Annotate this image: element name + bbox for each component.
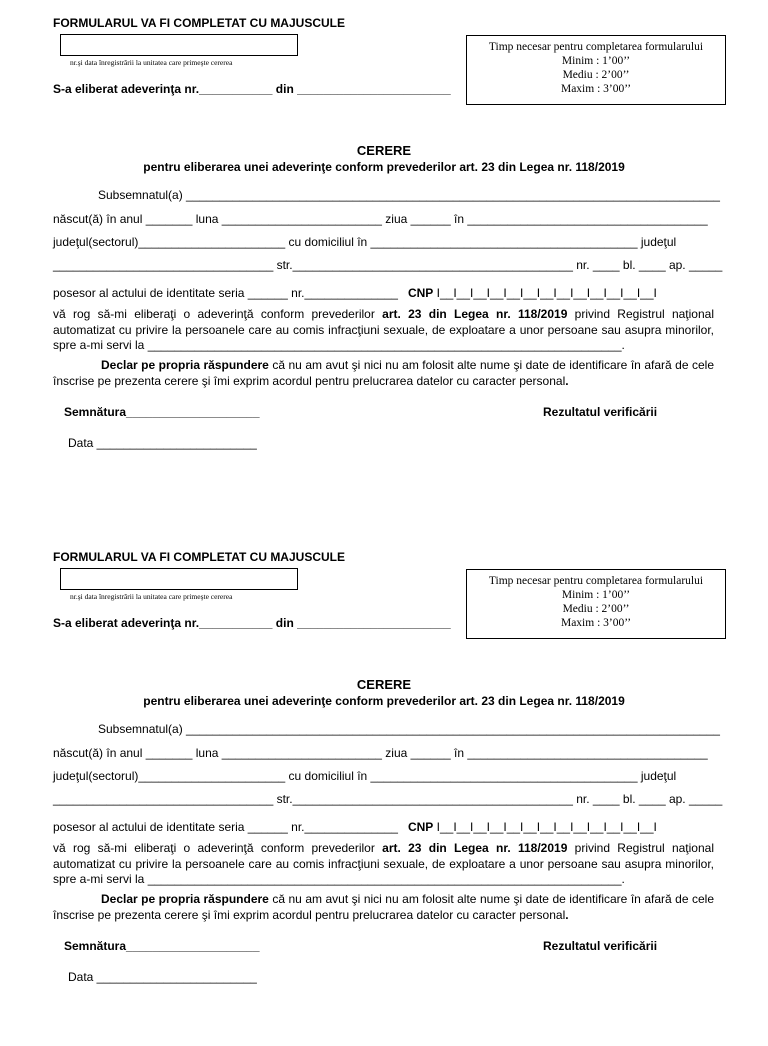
form-title: CERERE	[356, 677, 412, 692]
cnp-boxes[interactable]: I__I__I__I__I__I__I__I__I__I__I__I__I__I	[436, 286, 657, 300]
verification-result-label: Rezultatul verificării	[543, 939, 658, 953]
time-maximum: Maxim : 3’00’’	[560, 83, 632, 95]
time-maximum: Maxim : 3’00’’	[560, 617, 632, 629]
signature-field[interactable]: Semnătura____________________	[64, 939, 260, 953]
form-copy-2	[0, 534, 768, 1046]
request-paragraph: vă rog să-mi eliberaţi o adeverinţă conform prevederilor art. 23 din Legea nr. 118/2019 privind Registrul naţional automatizat cu privire la persoanele care au comis infracţiuni sexuale, de exploatare a unor persoane sau asupra minorilor, spre a-mi servi la _______________________________________________________________________.	[53, 307, 714, 352]
address-field-line[interactable]: _________________________________ str.__________________________________________ nr. ____ bl. ____ ap. _____	[53, 258, 723, 272]
time-box-title: Timp necesar pentru completarea formularului	[488, 575, 704, 587]
certificate-issued-line[interactable]: S-a eliberat adeverinţa nr.___________ din _______________________	[53, 616, 451, 630]
completion-time-box	[466, 35, 726, 105]
certificate-issued-line[interactable]: S-a eliberat adeverinţa nr.___________ din _______________________	[53, 82, 451, 96]
name-field-line[interactable]: Subsemnatul(a) ________________________________________________________________________________	[98, 722, 720, 736]
declaration-paragraph: Declar pe propria răspundere că nu am avut şi nici nu am folosit alte nume şi date de identificare în afară de cele înscrise pe prezenta cerere şi îmi exprim acordul pentru prelucrarea datelor cu caracter personal.	[53, 892, 715, 922]
registration-note: nr.şi data înregistrării la unitatea care primeşte cererea	[70, 58, 233, 67]
form-title: CERERE	[356, 143, 412, 158]
date-field[interactable]: Data ________________________	[68, 436, 257, 450]
time-average: Mediu : 2’00’’	[562, 603, 630, 615]
id-document-line[interactable]	[53, 820, 657, 834]
registration-note: nr.şi data înregistrării la unitatea care primeşte cererea	[70, 592, 233, 601]
time-box-title: Timp necesar pentru completarea formularului	[488, 41, 704, 53]
id-series-label: posesor al actului de identitate seria ______ nr.______________	[53, 820, 398, 834]
form-copy-1	[0, 0, 768, 512]
form-header: FORMULARUL VA FI COMPLETAT CU MAJUSCULE	[53, 550, 345, 564]
request-paragraph: vă rog să-mi eliberaţi o adeverinţă conform prevederilor art. 23 din Legea nr. 118/2019 privind Registrul naţional automatizat cu privire la persoanele care au comis infracţiuni sexuale, de exploatare a unor persoane sau asupra minorilor, spre a-mi servi la _______________________________________________________________________.	[53, 841, 714, 886]
cnp-boxes[interactable]: I__I__I__I__I__I__I__I__I__I__I__I__I__I	[436, 820, 657, 834]
registration-number-field[interactable]	[60, 568, 298, 590]
birth-field-line[interactable]: născut(ă) în anul _______ luna ________________________ ziua ______ în ____________________________________	[53, 746, 708, 760]
declaration-paragraph: Declar pe propria răspundere că nu am avut şi nici nu am folosit alte nume şi date de identificare în afară de cele înscrise pe prezenta cerere şi îmi exprim acordul pentru prelucrarea datelor cu caracter personal.	[53, 358, 715, 388]
time-average: Mediu : 2’00’’	[562, 69, 630, 81]
name-field-line[interactable]: Subsemnatul(a) ________________________________________________________________________________	[98, 188, 720, 202]
county-field-line[interactable]: judeţul(sectorul)______________________ cu domiciliul în ________________________________________ judeţul	[53, 769, 677, 783]
address-field-line[interactable]: _________________________________ str.__________________________________________ nr. ____ bl. ____ ap. _____	[53, 792, 723, 806]
id-document-line[interactable]	[53, 286, 657, 300]
birth-field-line[interactable]: născut(ă) în anul _______ luna ________________________ ziua ______ în ____________________________________	[53, 212, 708, 226]
time-minimum: Minim : 1’00’’	[561, 55, 631, 67]
form-subtitle: pentru eliberarea unei adeverinţe conform prevederilor art. 23 din Legea nr. 118/2019	[143, 694, 625, 708]
county-field-line[interactable]: judeţul(sectorul)______________________ cu domiciliul în ________________________________________ judeţul	[53, 235, 677, 249]
verification-result-label: Rezultatul verificării	[543, 405, 658, 419]
completion-time-box	[466, 569, 726, 639]
date-field[interactable]: Data ________________________	[68, 970, 257, 984]
id-series-label: posesor al actului de identitate seria ______ nr.______________	[53, 286, 398, 300]
cnp-label: CNP	[407, 286, 434, 300]
time-minimum: Minim : 1’00’’	[561, 589, 631, 601]
registration-number-field[interactable]	[60, 34, 298, 56]
cnp-label: CNP	[407, 820, 434, 834]
signature-field[interactable]: Semnătura____________________	[64, 405, 260, 419]
form-subtitle: pentru eliberarea unei adeverinţe conform prevederilor art. 23 din Legea nr. 118/2019	[143, 160, 625, 174]
form-header: FORMULARUL VA FI COMPLETAT CU MAJUSCULE	[53, 16, 345, 30]
